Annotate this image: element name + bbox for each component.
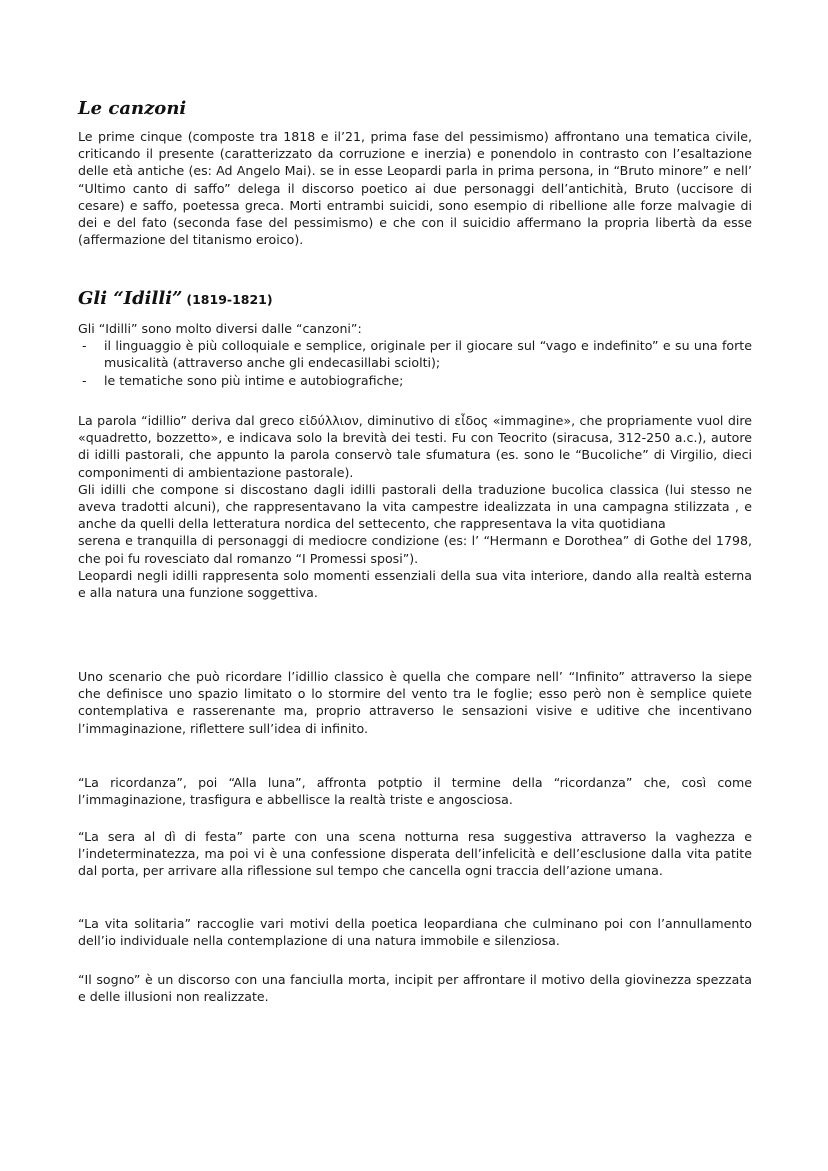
list-item: - le tematiche sono più intime e autobiografiche; [78,372,752,389]
idilli-etymology-block [78,412,752,601]
idilli-intro-block [78,320,752,389]
paragraph-infinito: Uno scenario che può ricordare l’idillio classico è quella che compare nell’ “Infinito” attraverso la siepe che definisce uno spazio limitato o lo stormire del vento tra le foglie; esso però non è semplice quiete contemplativa e rasserenante ma, proprio attraverso le sensazioni visive e uditive che incentivano l’immaginazione, riflettere sull’idea di infinito. [78,669,752,736]
paragraph-sogno: “Il sogno” è un discorso con una fanciulla morta, incipit per affrontare il motivo della giovinezza spezzata e delle illusioni non realizzate. [78,972,752,1005]
canzoni-paragraph [78,128,752,248]
idilli-feature-list [78,337,752,389]
heading-canzoni: Le canzoni [78,98,187,119]
idilli-intro: Gli “Idilli” sono molto diversi dalle “canzoni”: [78,321,362,336]
heading-idilli [78,290,273,308]
heading-idilli-title: Gli “Idilli” [78,288,183,309]
paragraph-ricordanza: “La ricordanza”, poi “Alla luna”, affronta potptio il termine della “ricordanza” che, così come l’immaginazione, trasfigura e abbellisce la realtà triste e angosciosa. [78,775,752,808]
paragraph-etymology: La parola “idillio” deriva dal greco εἰδύλλιον, diminutivo di εἶδος «immagine», che propriamente vuol dire «quadretto, bozzetto», e indicava solo la brevità dei testi. Fu con Teocrito (siracusa, 312-250 a.c.), autore di idilli pastorali, che appunto la parola conservò tale sfumatura (es. sono le “Bucoliche” di Virgilio, dieci componimenti di ambientazione pastorale). [78,413,752,480]
list-item: - il linguaggio è più colloquiale e semplice, originale per il giocare sul “vago e indefinito” e su una forte musicalità (attraverso anche gli endecasillabi sciolti); [78,337,752,371]
heading-idilli-years: (1819-1821) [186,292,273,307]
paragraph-sera: “La sera al dì di festa” parte con una scena notturna resa suggestiva attraverso la vaghezza e l’indeterminatezza, ma poi vi è una confessione disperata dell’infelicità e dell’esclusione dalla vita patite dal porta, per arrivare alla riflessione sul tempo che cancella ogni traccia dell’azione umana. [78,829,752,879]
paragraph-text: Le prime cinque (composte tra 1818 e il’21, prima fase del pessimismo) affrontano una tematica civile, criticando il presente (caratterizzato da corruzione e inerzia) e ponendolo in contrasto con l’esaltazione delle età antiche (es: Ad Angelo Mai). se in esse Leopardi parla in prima persona, in “Bruto minore” e nell’ “Ultimo canto di saffo” delega il discorso poetico ai due personaggi dell’antichità, Bruto (uccisore di cesare) e saffo, poetessa greca. Morti entrambi suicidi, sono esempio di ribellione alle forze malvagie di dei e del fato (seconda fase del pessimismo) e che con il suicidio affermano la propria libertà da esse (affermazione del titanismo eroico). [78,129,752,248]
paragraph-leopardi: Leopardi negli idilli rappresenta solo momenti essenziali della sua vita interiore, dando alla realtà esterna e alla natura una funzione soggettiva. [78,567,752,601]
paragraph-vita-solitaria: “La vita solitaria” raccoglie vari motivi della poetica leopardiana che culminano poi con l’annullamento dell’io individuale nella contemplazione di una natura immobile e silenziosa. [78,916,752,949]
paragraph-tradition: Gli idilli che compone si discostano dagli idilli pastorali della traduzione bucolica classica (lui stesso ne aveva tradotti alcuni), che rappresentavano la vita campestre idealizzata in una campagna stilizzata , e anche da quelli della letteratura nordica del settecento, che rappresentava la vita quotidiana [78,481,752,532]
paragraph-tradition-cont: serena e tranquilla di personaggi di mediocre condizione (es: l’ “Hermann e Dorothea” di Gothe del 1798, che poi fu rovesciato dal romanzo “I Promessi sposi”). [78,533,752,566]
